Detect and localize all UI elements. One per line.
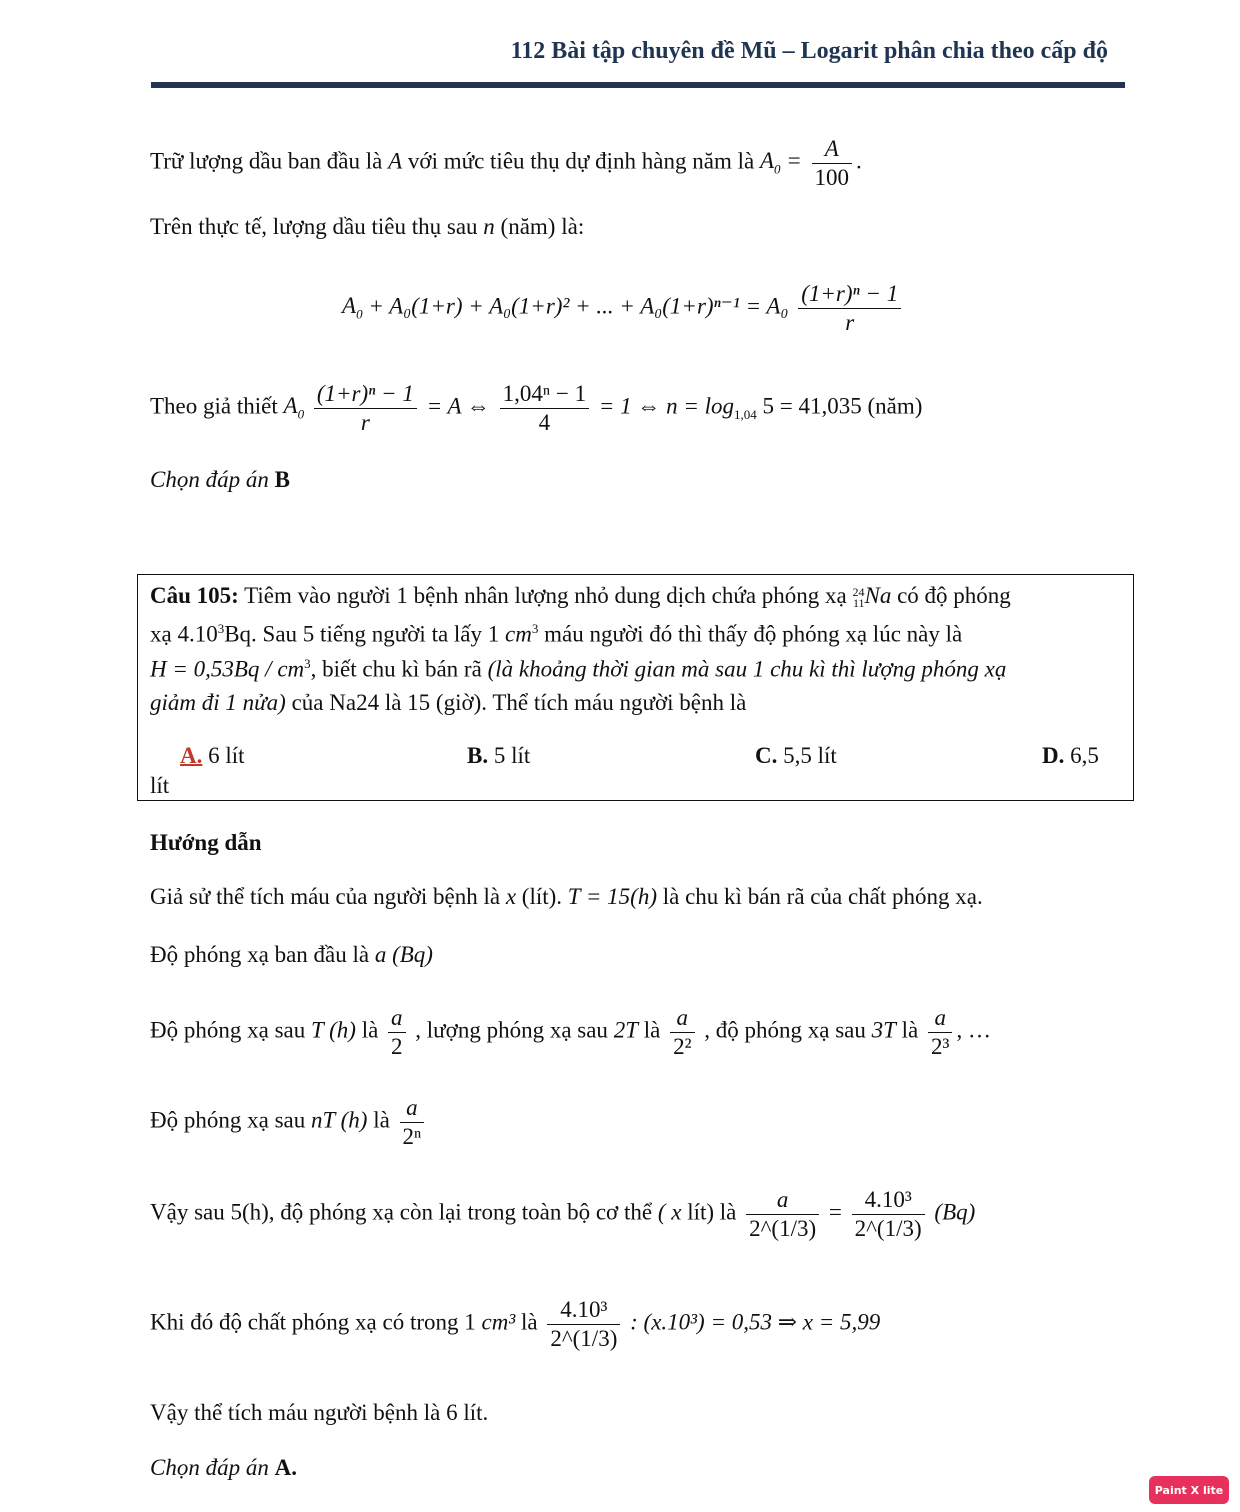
- prev-answer: Chọn đáp án B: [150, 467, 290, 492]
- page-header-title: 112 Bài tập chuyên đề Mũ – Logarit phân chia theo cấp độ: [510, 38, 1108, 64]
- option-b[interactable]: B. 5 lít: [467, 743, 531, 768]
- sum-formula: $A_0 + A_0(1+r) + A_0(1+r)^2$ + ... + A₀(1+r)ⁿ⁻¹ = A₀ $\frac{\text{(1+r)ⁿ − 1}}{r}$: [342, 280, 905, 336]
- question-label: Câu 105:: [150, 583, 239, 608]
- guide-line-4: Độ phóng xạ sau nT (h) là $\frac{a}{\text{2ⁿ}}$: [150, 1094, 428, 1150]
- guide-line-1: Giả sử thể tích máu của người bệnh là x (lít). T = 15(h) là chu kì bán rã của chất phóng xạ.: [150, 884, 983, 909]
- question-line-2: xạ 4.10$^3$Bq. Sau 5 tiếng người ta lấy 1 $cm^3$ máu người đó thì thấy độ phóng xạ lúc này là: [150, 621, 963, 647]
- guide-line-7: Vậy thể tích máu người bệnh là 6 lít.: [150, 1400, 489, 1425]
- question-box: [137, 574, 1134, 801]
- guide-line-5: Vậy sau 5(h), độ phóng xạ còn lại trong toàn bộ cơ thể ( x lít) là $\frac{a}{2\^{}(1/3)}$ = $\frac{\text{4.10³}}{2\^{}(1/3)}$ (Bq): [150, 1187, 976, 1241]
- paint-x-lite-badge[interactable]: Paint X lite: [1149, 1476, 1229, 1504]
- prev-line-1: Trữ lượng dầu ban đầu là A với mức tiêu thụ dự định hàng năm là $A_0$ = $\frac{A}{100}$ .: [150, 136, 862, 190]
- option-d[interactable]: D. 6,5: [1042, 743, 1099, 768]
- fraction: $\frac{A}{100}$: [812, 135, 853, 191]
- text: với mức tiêu thụ dự định hàng năm là: [407, 148, 755, 174]
- guide-line-3: Độ phóng xạ sau T (h) là $\frac{a}{2}$ , lượng phóng xạ sau 2T là $\frac{a}{\text{2²}}$ , độ phóng xạ sau 3T là $\frac{a}{\text{2³}}$ , …: [150, 1005, 991, 1059]
- guide-line-2: Độ phóng xạ ban đầu là a (Bq): [150, 942, 433, 967]
- guide-answer: Chọn đáp án A.: [150, 1455, 297, 1480]
- option-d-wrap: lít: [150, 773, 170, 798]
- option-a[interactable]: A. 6 lít: [180, 743, 245, 768]
- question-line-1: Câu 105: Tiêm vào người 1 bệnh nhân lượng nhỏ dung dịch chứa phóng xạ 24 11 Na có độ phóng: [150, 583, 1011, 610]
- guide-heading: Hướng dẫn: [150, 830, 262, 855]
- header-divider: [151, 82, 1125, 88]
- prev-line-2: Trên thực tế, lượng dầu tiêu thụ sau n (năm) là:: [150, 214, 585, 239]
- option-c[interactable]: C. 5,5 lít: [755, 743, 837, 768]
- hypothesis-line: Theo giả thiết $A_0$ $\frac{\text{(1+r)ⁿ − 1}}{r}$ = A ⇔ $\frac{\text{1,04ⁿ − 1}}{4}$ = 1 ⇔ $n = \log_{1,04} 5 = 41,035$ (năm): [150, 381, 923, 435]
- text: Trữ lượng dầu ban đầu là: [150, 148, 383, 174]
- question-line-3: $H = 0,53Bq / cm^3$, biết chu kì bán rã (là khoảng thời gian mà sau 1 chu kì thì lượng phóng xạ: [150, 656, 1007, 682]
- question-line-4: giảm đi 1 nửa) của Na24 là 15 (giờ). Thể tích máu người bệnh là: [150, 690, 747, 715]
- guide-line-6: Khi đó độ chất phóng xạ có trong 1 cm³ là $\frac{\text{4.10³}}{2\^{}(1/3)}$ : (x.10³) = 0,53 ⇒ x = 5,99: [150, 1297, 881, 1351]
- var: A: [388, 148, 403, 174]
